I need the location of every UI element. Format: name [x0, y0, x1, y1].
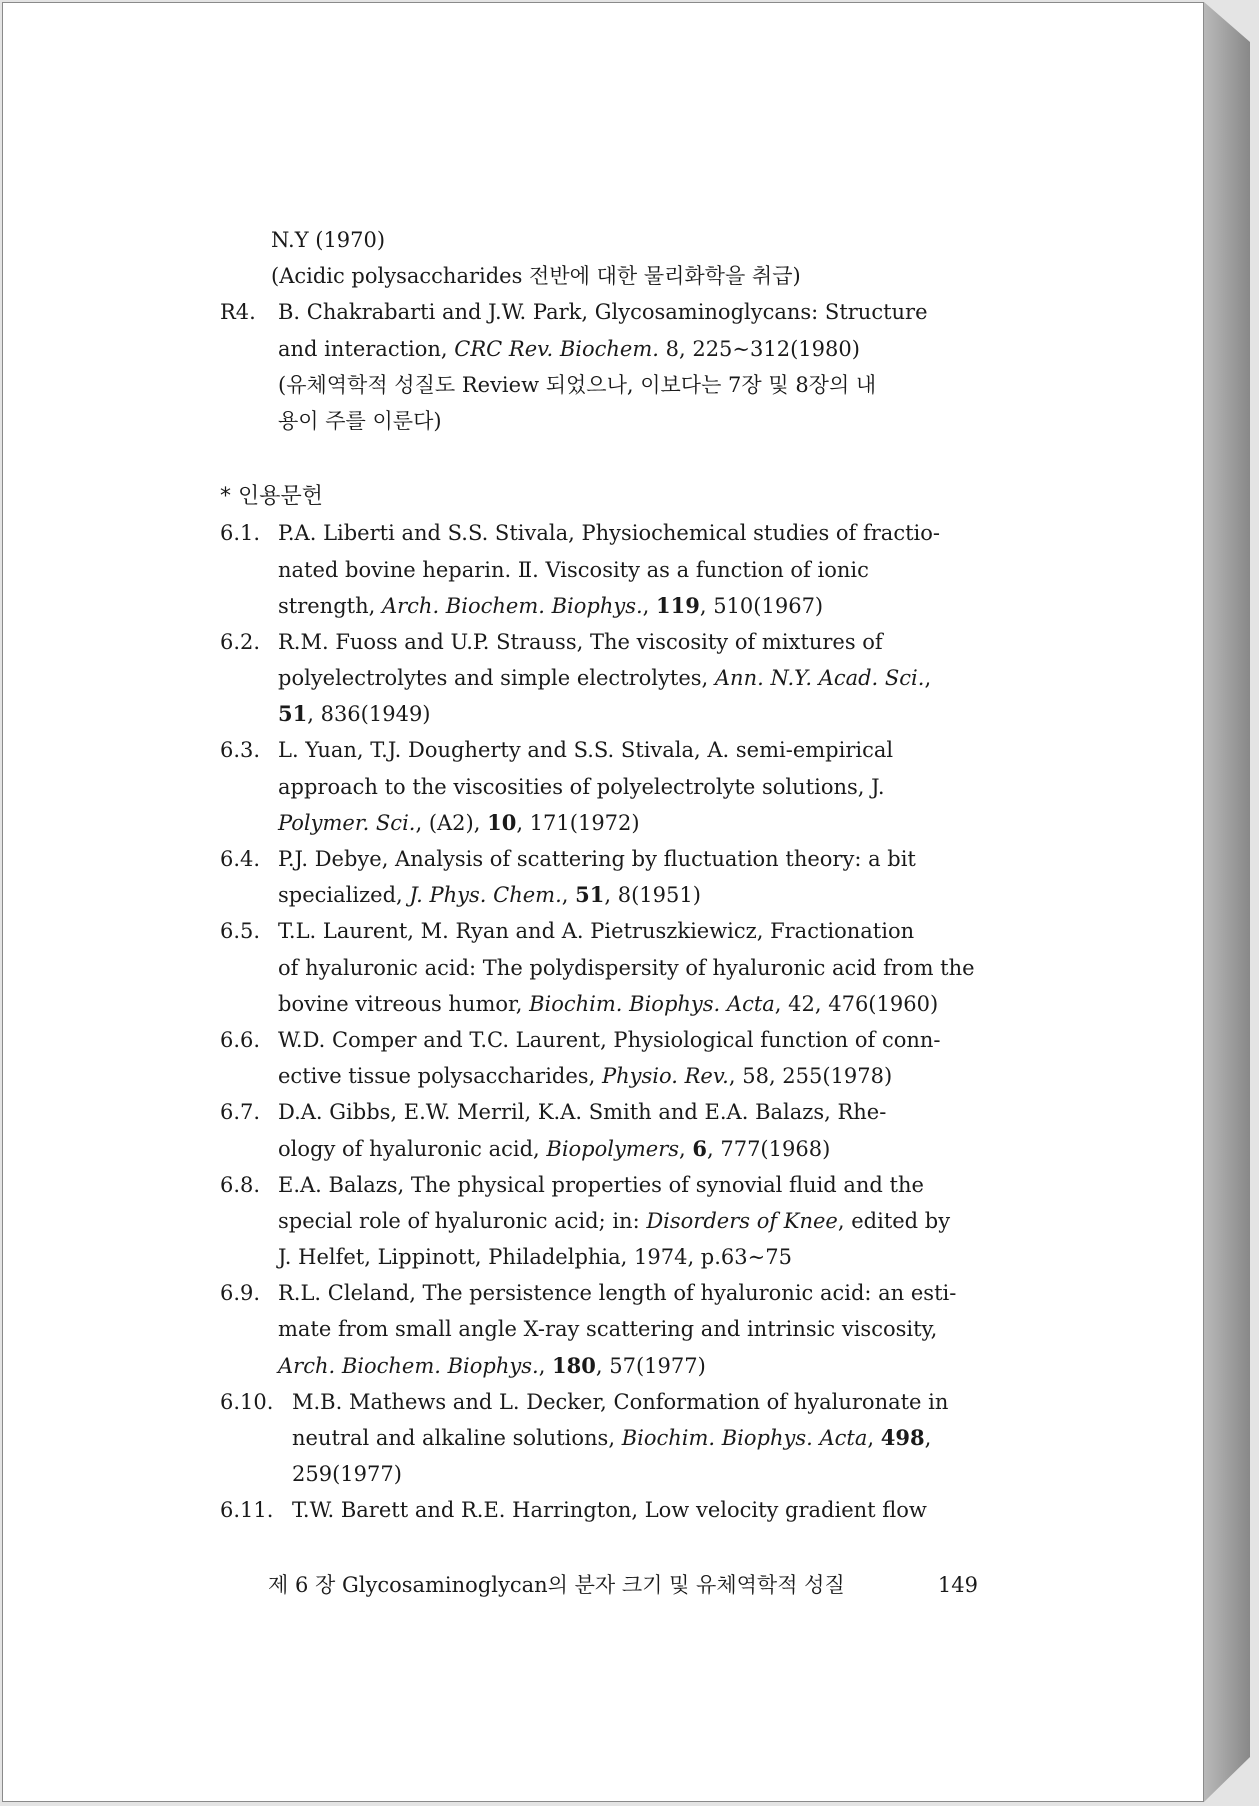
- text-segment: ology of hyaluronic acid,: [278, 1136, 547, 1161]
- text-segment: ,: [924, 666, 932, 691]
- ref-number: 6.5.: [220, 919, 261, 944]
- journal-name: Physio. Rev.: [601, 1064, 729, 1089]
- ref-line: W.D. Comper and T.C. Laurent, Physiological function of conn-: [278, 1027, 941, 1052]
- ref-line: R.L. Cleland, The persistence length of hyaluronic acid: an esti-: [278, 1281, 957, 1306]
- ref-body: [278, 1022, 1000, 1094]
- text-segment: neutral and alkaline solutions,: [292, 1426, 622, 1450]
- reference-6-6: [220, 1022, 1000, 1094]
- ref-number: 6.9.: [220, 1281, 261, 1306]
- ref-line: [278, 1131, 1000, 1167]
- ref-line: [278, 696, 1000, 732]
- ref-line: [278, 877, 1000, 913]
- text-segment: , 836(1949): [307, 702, 431, 727]
- text-segment: , edited by: [837, 1208, 951, 1233]
- journal-name: Ann. N.Y. Acad. Sci.: [714, 666, 925, 691]
- ref-body: [278, 624, 1000, 733]
- ref-number: R4.: [220, 300, 256, 325]
- ref-number: 6.6.: [220, 1027, 261, 1052]
- ref-line: [278, 588, 1000, 624]
- ref-number: 6.8.: [220, 1172, 261, 1197]
- text-segment: (유체역학적 성질도 Review 되었으나, 이보다는 7장 및 8장의 내: [278, 372, 877, 397]
- ref-line: P.J. Debye, Analysis of scattering by fluctuation theory: a bit: [278, 847, 916, 871]
- text-segment: ,: [538, 1353, 553, 1378]
- intro-line-2: (Acidic polysaccharides 전반에 대한 물리화학을 취급): [271, 264, 801, 289]
- ref-line: mate from small angle X-ray scattering and intrinsic viscosity,: [278, 1317, 938, 1342]
- page-spine-shadow: [1204, 2, 1250, 1802]
- text-segment: bovine vitreous humor,: [278, 991, 530, 1016]
- text-segment: ,: [679, 1136, 693, 1161]
- reference-6-8: [220, 1167, 1000, 1276]
- page-number: 149: [937, 1573, 978, 1597]
- ref-line: P.A. Liberti and S.S. Stivala, Physiochemical studies of fractio-: [278, 521, 940, 546]
- ref-body: [292, 1492, 1000, 1528]
- ref-number: 6.2.: [220, 629, 261, 654]
- text-segment: 8, 225∼312(1980): [658, 336, 860, 361]
- ref-line: D.A. Gibbs, E.W. Merril, K.A. Smith and E.A. Balazs, Rhe-: [278, 1100, 887, 1125]
- ref-body: [278, 294, 1000, 439]
- text-segment: , 8(1951): [604, 883, 701, 908]
- volume: 51: [575, 882, 605, 908]
- text-segment: special role of hyaluronic acid; in:: [278, 1208, 647, 1233]
- ref-body: [278, 732, 1000, 841]
- ref-line: M.B. Mathews and L. Decker, Conformation of hyaluronate in: [292, 1389, 949, 1414]
- volume: 6: [692, 1135, 707, 1161]
- ref-number: 6.10.: [220, 1389, 274, 1414]
- ref-line: [278, 403, 1000, 439]
- ref-line: T.L. Laurent, M. Ryan and A. Pietruszkiewicz, Fractionation: [278, 919, 915, 944]
- ref-line: [278, 1058, 1000, 1094]
- journal-name: J. Phys. Chem.: [409, 883, 562, 908]
- text-segment: strength,: [278, 593, 382, 618]
- text-segment: ,: [924, 1426, 932, 1450]
- page-content: [220, 222, 1000, 1529]
- volume: 180: [552, 1352, 596, 1378]
- ref-line: of hyaluronic acid: The polydispersity of hyaluronic acid from the: [278, 955, 975, 980]
- ref-line: [278, 660, 1000, 696]
- text-segment: and interaction,: [278, 336, 455, 361]
- text-segment: ective tissue polysaccharides,: [278, 1064, 602, 1089]
- volume: 51: [278, 701, 308, 727]
- text-segment: 용이 주를 이룬다): [278, 408, 442, 433]
- text-segment: , 42, 476(1960): [774, 991, 939, 1016]
- reference-6-2: [220, 624, 1000, 733]
- text-segment: B. Chakrabarti and J.W. Park, Glycosaminoglycans: Structure: [278, 300, 928, 325]
- ref-body: [278, 841, 1000, 913]
- volume: 498: [880, 1425, 925, 1450]
- ref-line: [278, 1348, 1000, 1384]
- volume: 10: [487, 809, 517, 835]
- ref-line: [278, 1203, 1000, 1239]
- ref-body: [278, 1275, 1000, 1384]
- ref-line: L. Yuan, T.J. Dougherty and S.S. Stivala, A. semi-empirical: [278, 738, 894, 763]
- ref-line: nated bovine heparin. Ⅱ. Viscosity as a function of ionic: [278, 557, 869, 582]
- ref-number: 6.11.: [220, 1498, 274, 1523]
- reference-6-1: [220, 515, 1000, 624]
- volume: 119: [656, 592, 700, 618]
- reference-6-3: [220, 732, 1000, 841]
- text-segment: ,: [561, 883, 576, 908]
- ref-line: [278, 805, 1000, 841]
- ref-line: [278, 986, 1000, 1022]
- ref-line: [278, 367, 1000, 403]
- ref-line: [278, 331, 1000, 367]
- text-segment: polyelectrolytes and simple electrolytes,: [278, 666, 715, 691]
- ref-body: [278, 515, 1000, 624]
- ref-number: 6.4.: [220, 847, 261, 871]
- ref-number: 6.7.: [220, 1100, 261, 1125]
- ref-body: [292, 1384, 1000, 1493]
- text-segment: , 777(1968): [707, 1136, 831, 1161]
- ref-line: 259(1977): [292, 1462, 402, 1487]
- ref-line: R.M. Fuoss and U.P. Strauss, The viscosity of mixtures of: [278, 629, 883, 654]
- reference-6-11: [220, 1492, 1000, 1528]
- text-segment: , 57(1977): [595, 1353, 706, 1378]
- journal-name: Biochim. Biophys. Acta: [621, 1426, 868, 1450]
- text-segment: ,: [867, 1426, 881, 1450]
- ref-line: [292, 1420, 1000, 1456]
- journal-name: Biochim. Biophys. Acta: [529, 991, 775, 1016]
- reading-ref-r4: [220, 294, 1000, 439]
- journal-name: Arch. Biochem. Biophys.: [278, 1353, 539, 1378]
- ref-line: E.A. Balazs, The physical properties of synovial fluid and the: [278, 1172, 924, 1197]
- text-segment: , (A2),: [415, 810, 488, 835]
- ref-line: approach to the viscosities of polyelectrolyte solutions, J.: [278, 774, 885, 799]
- journal-name: Biopolymers: [546, 1136, 680, 1161]
- journal-name: Polymer. Sci.: [278, 810, 416, 835]
- ref-line: T.W. Barett and R.E. Harrington, Low velocity gradient flow: [292, 1498, 927, 1523]
- reference-6-10: [220, 1384, 1000, 1493]
- reference-6-9: [220, 1275, 1000, 1384]
- reference-6-7: [220, 1094, 1000, 1166]
- text-segment: , 510(1967): [699, 593, 824, 618]
- intro-line-1: N.Y (1970): [271, 228, 386, 252]
- text-segment: specialized,: [278, 883, 410, 908]
- ref-line: J. Helfet, Lippinott, Philadelphia, 1974, p.63∼75: [278, 1245, 792, 1270]
- ref-body: [278, 1094, 1000, 1166]
- ref-body: [278, 1167, 1000, 1276]
- text-segment: , 58, 255(1978): [728, 1064, 893, 1089]
- text-segment: , 171(1972): [516, 810, 640, 835]
- section-heading: * 인용문헌: [220, 484, 324, 510]
- page-footer: [268, 1567, 978, 1603]
- book-title: Disorders of Knee: [646, 1208, 838, 1233]
- ref-number: 6.1.: [220, 521, 261, 546]
- journal-name: Arch. Biochem. Biophys.: [381, 593, 643, 618]
- running-footer-chapter: 제 6 장 Glycosaminoglycan의 분자 크기 및 유체역학적 성질: [268, 1573, 845, 1597]
- journal-name: CRC Rev. Biochem.: [454, 336, 659, 361]
- ref-number: 6.3.: [220, 738, 261, 763]
- ref-line: [278, 294, 1000, 330]
- reference-6-5: [220, 913, 1000, 1022]
- ref-body: [278, 913, 1000, 1022]
- text-segment: ,: [642, 593, 657, 618]
- reference-6-4: [220, 841, 1000, 913]
